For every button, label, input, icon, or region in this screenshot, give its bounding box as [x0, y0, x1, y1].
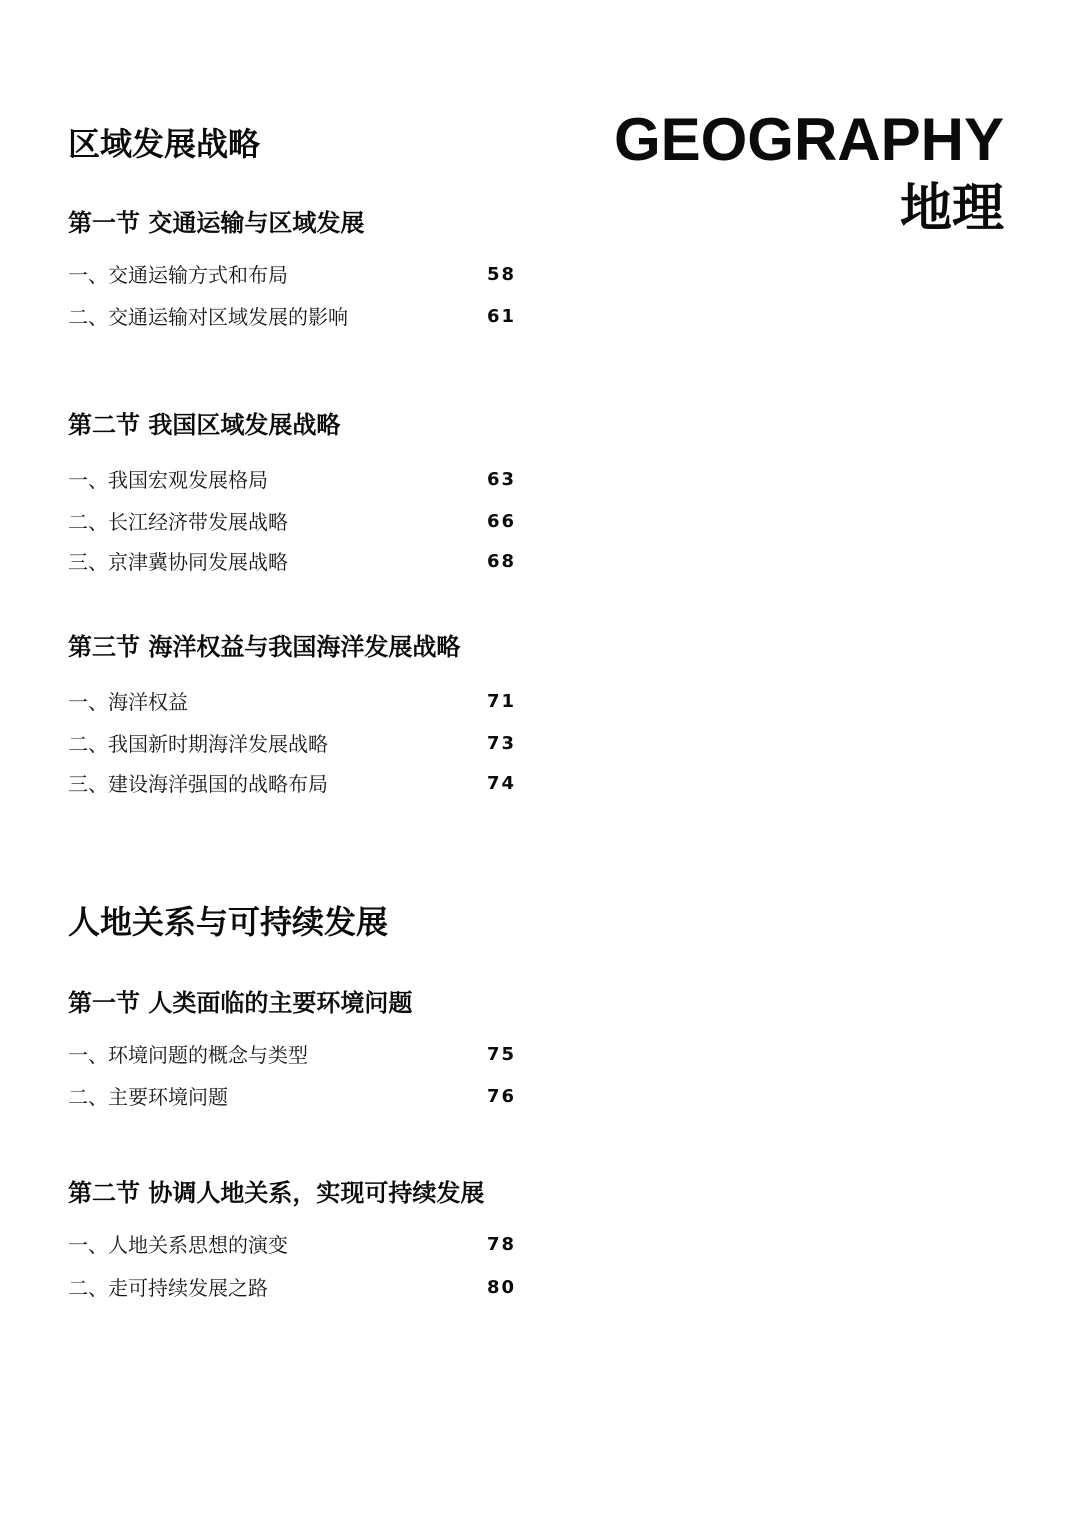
toc-entry-label: 三、京津冀协同发展战略 — [68, 550, 288, 574]
toc-entry-page: 63 — [486, 469, 516, 490]
toc-entry-page: 58 — [486, 264, 516, 285]
toc-entry-label: 三、建设海洋强国的战略布局 — [68, 772, 328, 796]
section-title: 第三节 海洋权益与我国海洋发展战略 — [68, 633, 461, 661]
toc-entry-page: 68 — [486, 551, 516, 572]
toc-entry-label: 二、长江经济带发展战略 — [68, 510, 288, 534]
section-title: 第二节 我国区域发展战略 — [68, 411, 341, 439]
part-title: 人地关系与可持续发展 — [68, 903, 389, 941]
toc-entry[interactable] — [68, 302, 516, 332]
section-title: 第二节 协调人地关系，实现可持续发展 — [68, 1179, 485, 1207]
section-title: 第一节 交通运输与区域发展 — [68, 209, 365, 237]
toc-entry-page: 61 — [486, 306, 516, 327]
section-title: 第一节 人类面临的主要环境问题 — [68, 989, 413, 1017]
toc-entry[interactable] — [68, 465, 516, 495]
toc-entry-label: 二、走可持续发展之路 — [68, 1276, 268, 1300]
toc-entry-label: 一、我国宏观发展格局 — [68, 468, 268, 492]
toc-entry-label: 二、交通运输对区域发展的影响 — [68, 305, 348, 329]
toc-entry[interactable] — [68, 1273, 516, 1303]
brand-chinese-title: 地理 — [899, 179, 1004, 239]
toc-entry-page: 74 — [486, 773, 516, 794]
toc-entry[interactable] — [68, 1040, 516, 1070]
toc-entry-label: 一、交通运输方式和布局 — [68, 263, 288, 287]
toc-entry-page: 71 — [486, 691, 516, 712]
toc-entry[interactable] — [68, 260, 516, 290]
toc-entry[interactable] — [68, 547, 516, 577]
toc-entry[interactable] — [68, 507, 516, 537]
toc-entry[interactable] — [68, 1230, 516, 1260]
toc-entry-label: 二、我国新时期海洋发展战略 — [68, 732, 328, 756]
toc-entry-page: 78 — [486, 1234, 516, 1255]
toc-entry-page: 66 — [486, 511, 516, 532]
toc-entry[interactable] — [68, 729, 516, 759]
toc-entry-label: 二、主要环境问题 — [68, 1085, 228, 1109]
toc-entry-page: 75 — [486, 1044, 516, 1065]
toc-entry-label: 一、人地关系思想的演变 — [68, 1233, 288, 1257]
brand-english-title: GEOGRAPHY — [613, 106, 1004, 173]
toc-entry-label: 一、海洋权益 — [68, 690, 188, 714]
toc-entry[interactable] — [68, 687, 516, 717]
part-title: 区域发展战略 — [68, 125, 261, 163]
toc-entry-page: 73 — [486, 733, 516, 754]
toc-entry-page: 80 — [486, 1277, 516, 1298]
toc-entry[interactable] — [68, 769, 516, 799]
toc-entry-page: 76 — [486, 1086, 516, 1107]
toc-entry[interactable] — [68, 1082, 516, 1112]
toc-entry-label: 一、环境问题的概念与类型 — [68, 1043, 308, 1067]
